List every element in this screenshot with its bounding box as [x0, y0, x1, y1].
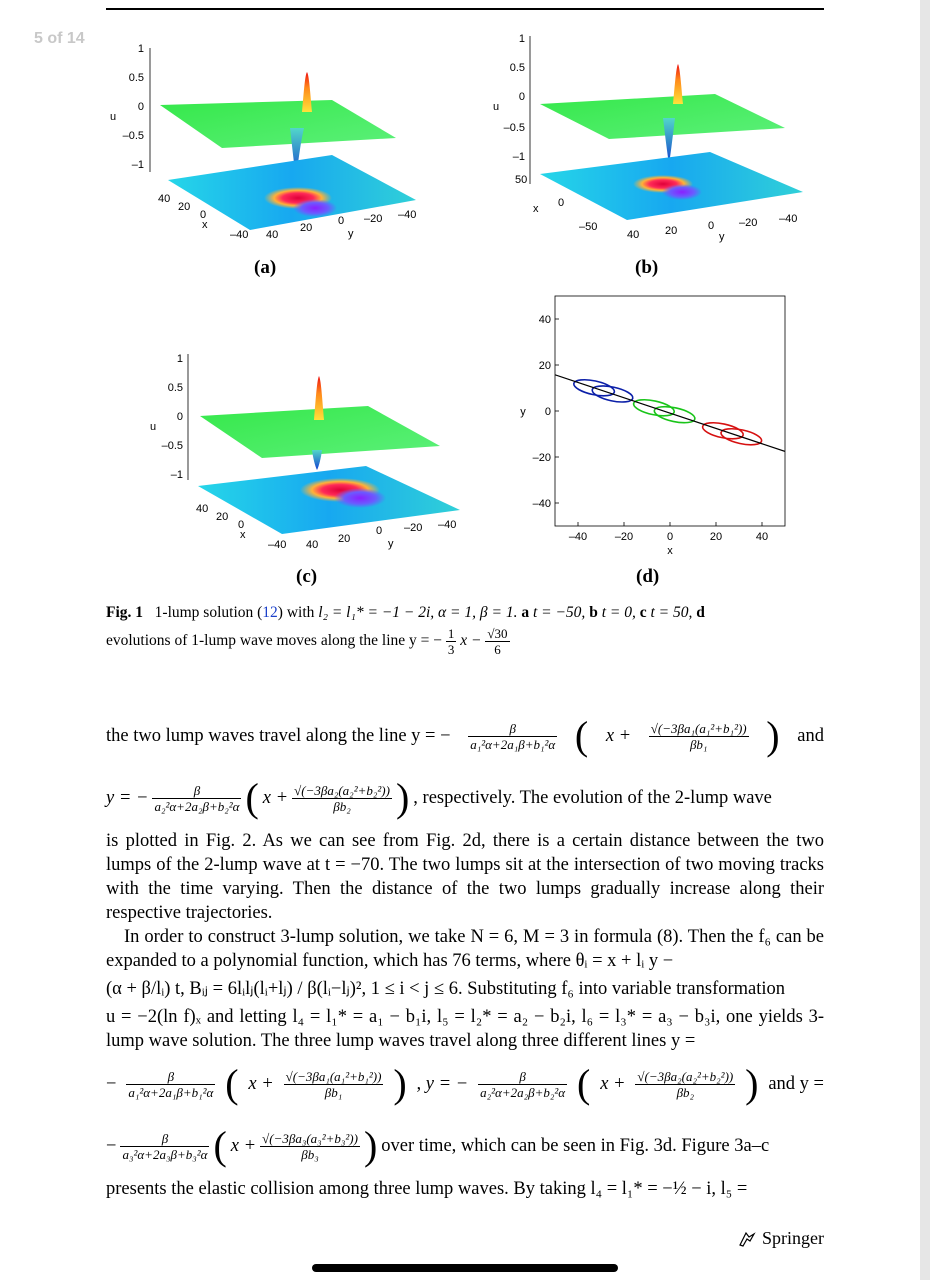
x-tick-label: 0: [666, 531, 674, 543]
x-axis-label: x: [240, 529, 246, 541]
panel-c-label: (c): [296, 566, 318, 587]
y-tick: 0: [708, 220, 715, 232]
u-tick: 0.5: [167, 382, 183, 394]
x-tick-label: –20: [614, 531, 634, 543]
panel-a-surface: [100, 30, 440, 255]
u-tick: –0.5: [161, 440, 183, 452]
caption-d: d: [696, 604, 705, 621]
x-axis-label: x: [667, 545, 673, 557]
caption-c: c: [639, 604, 647, 621]
top-rule: [106, 8, 824, 10]
x-tick: –40: [230, 229, 249, 241]
caption-c-val: t = 50,: [646, 604, 697, 621]
paragraph-2-c: u = −2(ln f)ₓ and letting l₄ = l₁* = a₁ − b₁i, l₅ = l₂* = a₂ − b₂i, l₆ = l₃* = a₃ − b₃i, one yields 3-lump wave solution. The three lump waves travel along three different lines y =: [106, 1007, 824, 1051]
u-tick: 0: [518, 91, 525, 103]
caption-line-2: [106, 626, 824, 657]
y-tick: –20: [364, 213, 383, 225]
paragraph-2-d: presents the elastic collision among three lump waves. By taking l₄ = l₁* = −½ − i, l₅ =: [106, 1179, 748, 1199]
u-tick: 0: [137, 101, 144, 113]
y-tick-label: 20: [538, 360, 551, 372]
body-text-span: over time, which can be seen in Fig. 3d. Figure 3a–c: [381, 1136, 770, 1156]
x-plus: x +: [248, 1074, 274, 1094]
fraction-sqrt1: $\frac{\text{√(−3βa₁(a₁²+b₁²))}}{\text{βb₁}}$: [650, 720, 747, 752]
equation-line-3: − $\frac{\beta}{\text{a₁²α+2a₁β+b₁²α}}$ ( x + $\frac{\text{√(−3βa₁(a₁²+b₁²))}}{\text{βb₁}}$ ) , y = − $\frac{\beta}{\text{a₂²α+2a₂β+b₂²α}}$ ( x + $\frac{\text{√(−3βa₂(a₂²+b₂²))}}{\text{βb₂}}$ ) and y =: [106, 1061, 824, 1106]
y-tick-label: 40: [538, 314, 551, 326]
body-text-span: and: [797, 726, 824, 746]
u-tick: 1: [518, 33, 525, 45]
plot-frame: [555, 296, 785, 526]
publisher-name: Springer: [762, 1228, 824, 1248]
y-tick: 20: [300, 222, 313, 234]
x-plus: x +: [230, 1136, 257, 1156]
caption-text: x −: [460, 632, 486, 650]
panel-b-surface: [485, 24, 825, 249]
y-tick: 0: [376, 525, 383, 537]
body-text-span: the two lump waves travel along the line y = −: [106, 726, 451, 746]
equation-line-2: y = − $\frac{\beta}{\text{a₂²α+2a₂β+b₂²α}}$ ( x + $\frac{\text{√(−3βa₂(a₂²+b₂²))}}{\text{βb₂}}$ ) , respectively. The evolution of the 2-lump wave: [106, 775, 772, 820]
y-axis-label: y: [520, 406, 526, 418]
paragraph-1-rest: is plotted in Fig. 2. As we can see from Fig. 2d, there is a certain distance between the two lumps of the 2-lump wave at t = −70. The two lumps sit at the intersection of two moving tracks with the time varying. Then the distance of the two lumps gradually increase along their respective trajectories.: [106, 831, 824, 923]
u-axis-label: u: [110, 111, 117, 123]
x-tick: 40: [158, 193, 171, 205]
caption-a: a: [521, 604, 530, 621]
fraction-beta-den3: $\frac{\beta}{\text{a₃²α+2a₃β+b₃²α}}$: [122, 1130, 208, 1162]
x-tick: 0: [558, 197, 565, 209]
panel-a-label: (a): [254, 257, 277, 278]
y-tick: 40: [627, 229, 640, 241]
fraction-sqrt2: $\frac{\text{√(−3βa₂(a₂²+b₂²))}}{\text{βb₂}}$: [294, 782, 390, 814]
u-tick: 0.5: [509, 62, 525, 74]
fraction-beta-den1: $\frac{\beta}{\text{a₁²α+2a₁β+b₁²α}}$: [470, 720, 556, 752]
caption-a-val: t = −50,: [529, 604, 590, 621]
u-tick: –1: [512, 151, 525, 163]
y-eq: y = −: [106, 788, 149, 808]
y-tick: –20: [404, 522, 423, 534]
home-indicator[interactable]: [312, 1264, 618, 1272]
fraction-beta-den1: $\frac{\beta}{\text{a₁²α+2a₁β+b₁²α}}$: [128, 1068, 214, 1100]
x-plus: x +: [262, 788, 289, 808]
body-text-span: and y =: [768, 1074, 824, 1094]
fraction-beta-den2: $\frac{\beta}{\text{a₂²α+2a₂β+b₂²α}}$: [480, 1068, 566, 1100]
caption-text: evolutions of 1-lump wave moves along the line y = −: [106, 632, 443, 650]
x-tick: 50: [515, 174, 528, 186]
x-tick: 20: [216, 511, 229, 523]
caption-line-1: [106, 598, 824, 628]
paragraph-2-b: (α + β/lᵢ) t, Bᵢⱼ = 6lᵢlⱼ(lᵢ+lⱼ) / β(lᵢ−lⱼ)², 1 ≤ i < j ≤ 6. Substituting f₆ into variable transformation: [106, 979, 786, 999]
u-tick: 1: [176, 353, 183, 365]
y-tick: –40: [398, 209, 417, 221]
x-tick-label: –40: [568, 531, 588, 543]
caption-text: 1-lump solution (: [154, 604, 263, 621]
y-tick: –20: [739, 217, 758, 229]
u-tick: –1: [170, 469, 183, 481]
y-tick: –40: [438, 519, 457, 531]
panel-d-chart: [500, 290, 800, 560]
fraction-one-third: $\frac{1}{3}$: [447, 626, 455, 657]
y-tick: –40: [779, 213, 798, 225]
springer-horse-icon: [738, 1230, 756, 1248]
panel-d-label: (d): [636, 566, 660, 587]
panel-c-surface: [140, 338, 480, 563]
body-text: [106, 705, 824, 1201]
caption-text: ) with: [277, 604, 319, 621]
y-tick: 0: [338, 215, 345, 227]
figure-caption: [106, 598, 824, 657]
equation-ref-link[interactable]: 12: [262, 604, 278, 621]
fraction-sqrt30-over-6: $\frac{√30}{6}$: [487, 626, 508, 657]
scrollbar-track[interactable]: [920, 0, 930, 1280]
equation-line-4: − $\frac{\beta}{\text{a₃²α+2a₃β+b₃²α}}$ ( x + $\frac{\text{√(−3βa₃(a₃²+b₃²))}}{\text{βb₃}}$ ) over time, which can be seen in Fig. 3d. Figure 3a–c: [106, 1123, 770, 1168]
caption-b: b: [589, 604, 598, 621]
y-axis-label: y: [719, 231, 725, 243]
y-eq: , y = −: [416, 1074, 469, 1094]
u-tick: 0.5: [128, 72, 144, 84]
caption-params: l₂ = l₁* = −1 − 2i, α = 1, β = 1.: [318, 604, 522, 621]
x-tick: 0: [200, 209, 207, 221]
fraction-sqrt2: $\frac{\text{√(−3βa₂(a₂²+b₂²))}}{\text{βb₂}}$: [637, 1068, 734, 1100]
y-tick-label: –20: [532, 452, 551, 464]
x-tick-label: 40: [755, 531, 769, 543]
body-text-span: , respectively. The evolution of the 2-lump wave: [413, 788, 772, 808]
y-tick: 40: [266, 229, 279, 241]
y-axis-label: y: [348, 228, 354, 240]
x-tick-label: 20: [709, 531, 723, 543]
x-tick: 0: [238, 519, 245, 531]
u-tick: 0: [176, 411, 183, 423]
y-tick-label: –40: [532, 498, 551, 510]
y-axis-label: y: [388, 538, 394, 550]
u-axis-label: u: [150, 421, 157, 433]
fraction-sqrt3: $\frac{\text{√(−3βa₃(a₃²+b₃²))}}{\text{βb₃}}$: [262, 1130, 358, 1162]
y-tick: 40: [306, 539, 319, 551]
caption-b-val: t = 0,: [597, 604, 640, 621]
x-tick: –50: [579, 221, 598, 233]
y-tick-label: 0: [544, 406, 551, 418]
springer-logo: [738, 1228, 824, 1249]
panel-b-label: (b): [635, 257, 659, 278]
x-axis-label: x: [533, 203, 539, 215]
x-plus: x +: [605, 726, 632, 746]
u-tick: –0.5: [122, 130, 144, 142]
u-tick: –1: [131, 159, 144, 171]
u-axis-label: u: [493, 101, 500, 113]
u-tick: –0.5: [503, 122, 525, 134]
y-tick: 20: [338, 533, 351, 545]
x-axis-label: x: [202, 219, 208, 231]
x-tick: 40: [196, 503, 209, 515]
x-tick: 20: [178, 201, 191, 213]
fig-label: Fig. 1: [106, 604, 144, 621]
x-tick: –40: [268, 539, 287, 551]
fraction-sqrt1: $\frac{\text{√(−3βa₁(a₁²+b₁²))}}{\text{βb₁}}$: [285, 1068, 382, 1100]
u-tick: 1: [137, 43, 144, 55]
page-counter: 5 of 14: [34, 30, 85, 47]
y-tick: 20: [665, 225, 678, 237]
x-plus: x +: [600, 1074, 626, 1094]
paragraph-2-a: In order to construct 3-lump solution, we take N = 6, M = 3 in formula (8). Then the f₆ can be expanded to a polynomial function, which has 76 terms, where θᵢ = x + lᵢ y −: [106, 927, 824, 971]
fraction-beta-den2: $\frac{\beta}{\text{a₂²α+2a₂β+b₂²α}}$: [154, 782, 240, 814]
equation-line-1: the two lump waves travel along the line y = − $\frac{\beta}{\text{a₁²α+2a₁β+b₁²α}}$ ( x + $\frac{\text{√(−3βa₁(a₁²+b₁²))}}{\text{βb₁}}$ ) and: [106, 713, 824, 758]
